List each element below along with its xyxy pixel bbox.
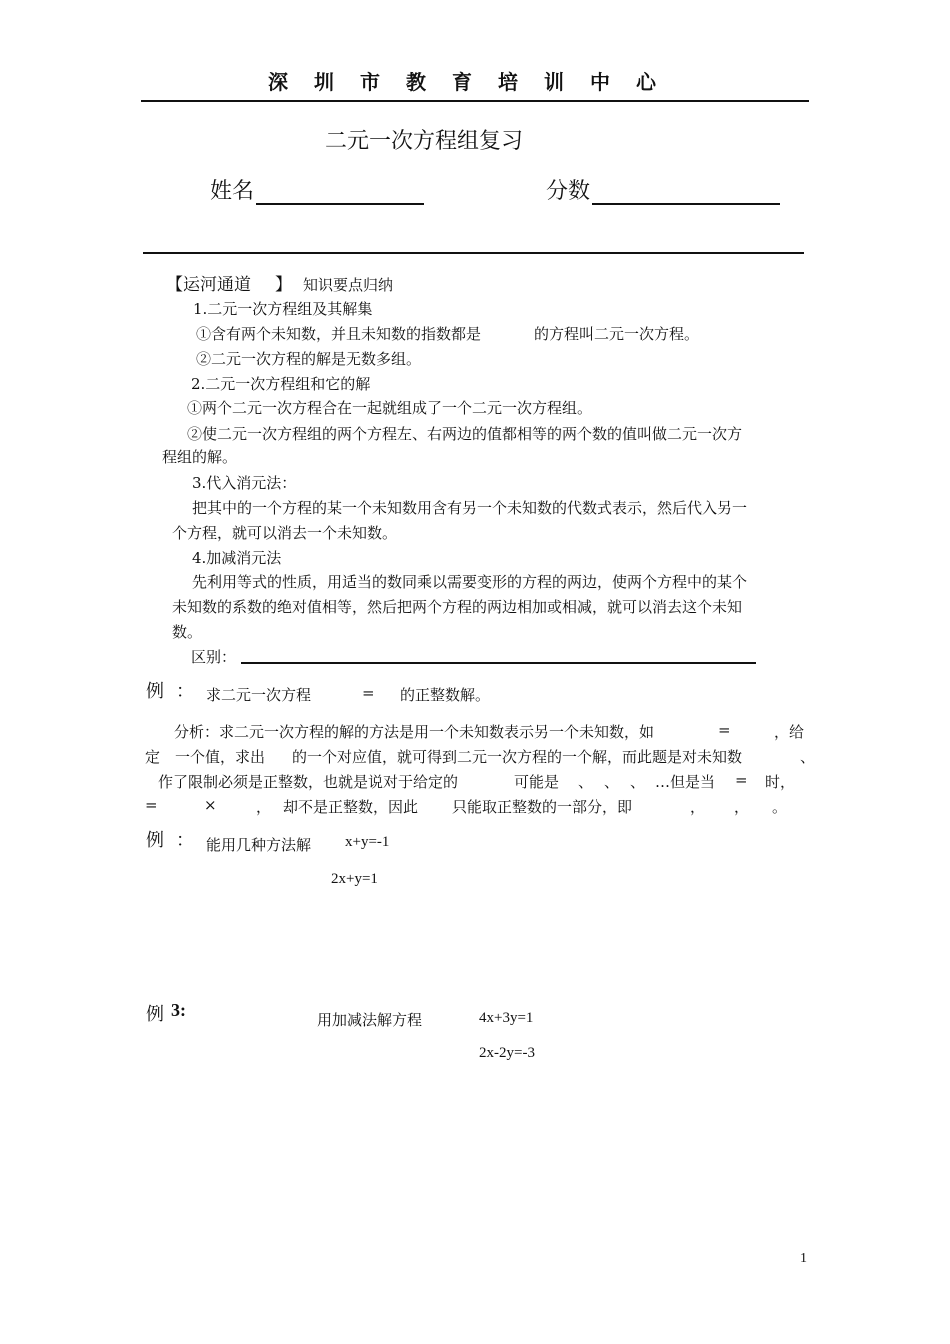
example-1-label: 例	[146, 681, 164, 702]
point-4-line2: 未知数的系数的绝对值相等，然后把两个方程的两边相加或相减，就可以消去这个未知	[172, 598, 743, 616]
point-1a-tail: 的方程叫二元一次方程。	[534, 325, 700, 343]
analysis-l2d: 、	[800, 748, 816, 766]
analysis-l2a: 定	[145, 748, 161, 766]
analysis-l4b: ×	[204, 796, 217, 814]
analysis-l4d: 却不是正整数，因此	[283, 798, 419, 816]
point-2: 2.二元一次方程组和它的解	[191, 375, 371, 393]
example-2-colon: ：	[176, 830, 194, 851]
example-1-question-tail: 的正整数解。	[400, 686, 491, 704]
point-2b-line2: 程组的解。	[162, 448, 238, 466]
example-1-colon: ：	[176, 681, 194, 702]
point-2a: ①两个二元一次方程合在一起就组成了一个二元一次方程组。	[187, 399, 593, 417]
analysis-l3a: 作了限制必须是正整数，也就是说对于给定的	[158, 773, 459, 791]
analysis-l1b: =	[718, 721, 731, 739]
analysis-l1c: ，给	[774, 723, 805, 741]
example-3-num: 3:	[171, 1000, 186, 1020]
point-1a: ①含有两个未知数，并且未知数的指数都是	[196, 325, 482, 343]
analysis-l3d: 、	[604, 773, 620, 791]
analysis-l3e: 、	[630, 773, 646, 791]
section-subtitle: 知识要点归纳	[303, 276, 394, 294]
analysis-l4c: ，	[256, 798, 272, 816]
example-3-eq2: 2x-2y=-3	[479, 1045, 535, 1061]
page-number: 1	[800, 1251, 807, 1266]
score-label: 分数	[546, 179, 591, 204]
point-4-line1: 先利用等式的性质，用适当的数同乘以需要变形的方程的两边，使两个方程中的某个	[192, 573, 748, 591]
point-1: 1.二元一次方程组及其解集	[193, 300, 373, 318]
example-2-question: 能用几种方法解	[206, 836, 312, 854]
page-title: 二元一次方程组复习	[325, 129, 524, 154]
analysis-l4g: ，	[734, 798, 750, 816]
point-2b-line1: ②使二元一次方程组的两个方程左、右两边的值都相等的两个数的值叫做二元一次方	[187, 425, 743, 443]
example-3-question: 用加减法解方程	[317, 1011, 423, 1029]
analysis-l3f: …但是当	[655, 773, 716, 791]
score-field-line[interactable]	[592, 203, 780, 205]
point-4: 4.加减消元法	[192, 549, 282, 567]
analysis-l4h: 。	[772, 798, 788, 816]
analysis-l4f: ，	[690, 798, 706, 816]
point-3-line1: 把其中的一个方程的某一个未知数用含有另一个未知数的代数式表示，然后代入另一	[192, 499, 748, 517]
example-3-label: 例	[146, 1004, 164, 1025]
analysis-l3h: 时，	[765, 773, 796, 791]
example-2-eq2: 2x+y=1	[331, 871, 378, 887]
example-1-eq-sign: =	[362, 684, 375, 702]
section-bracket-close: 】	[275, 275, 292, 295]
header-org: 深圳市教育培训中心	[268, 70, 682, 94]
header-rule	[141, 100, 809, 102]
analysis-l3c: 、	[578, 773, 594, 791]
example-2-label: 例	[146, 830, 164, 851]
point-3-line2: 个方程，就可以消去一个未知数。	[172, 524, 398, 542]
point-1b: ②二元一次方程的解是无数多组。	[196, 350, 422, 368]
analysis-l3g: =	[735, 771, 748, 789]
example-1-question: 求二元一次方程	[206, 686, 312, 704]
section-rule	[143, 252, 804, 254]
analysis-l4e: 只能取正整数的一部分，即	[452, 798, 633, 816]
name-field-line[interactable]	[256, 203, 424, 205]
point-3: 3.代入消元法：	[192, 474, 297, 492]
difference-label: 区别：	[191, 648, 237, 666]
name-label: 姓名	[210, 179, 255, 204]
difference-answer-line[interactable]	[241, 662, 756, 664]
analysis-l2c: 的一个对应值，就可得到二元一次方程的一个解，而此题是对未知数	[292, 748, 743, 766]
analysis-l1a: 分析：求二元一次方程的解的方法是用一个未知数表示另一个未知数，如	[174, 723, 655, 741]
example-3-eq1: 4x+3y=1	[479, 1010, 534, 1026]
example-2-eq1: x+y=-1	[345, 834, 390, 850]
section-bracket-title: 【运河通道	[166, 275, 251, 295]
analysis-l2b: 一个值，求出	[175, 748, 266, 766]
analysis-l4a: =	[145, 796, 158, 814]
analysis-l3b: 可能是	[514, 773, 560, 791]
point-4-line3: 数。	[172, 623, 203, 641]
